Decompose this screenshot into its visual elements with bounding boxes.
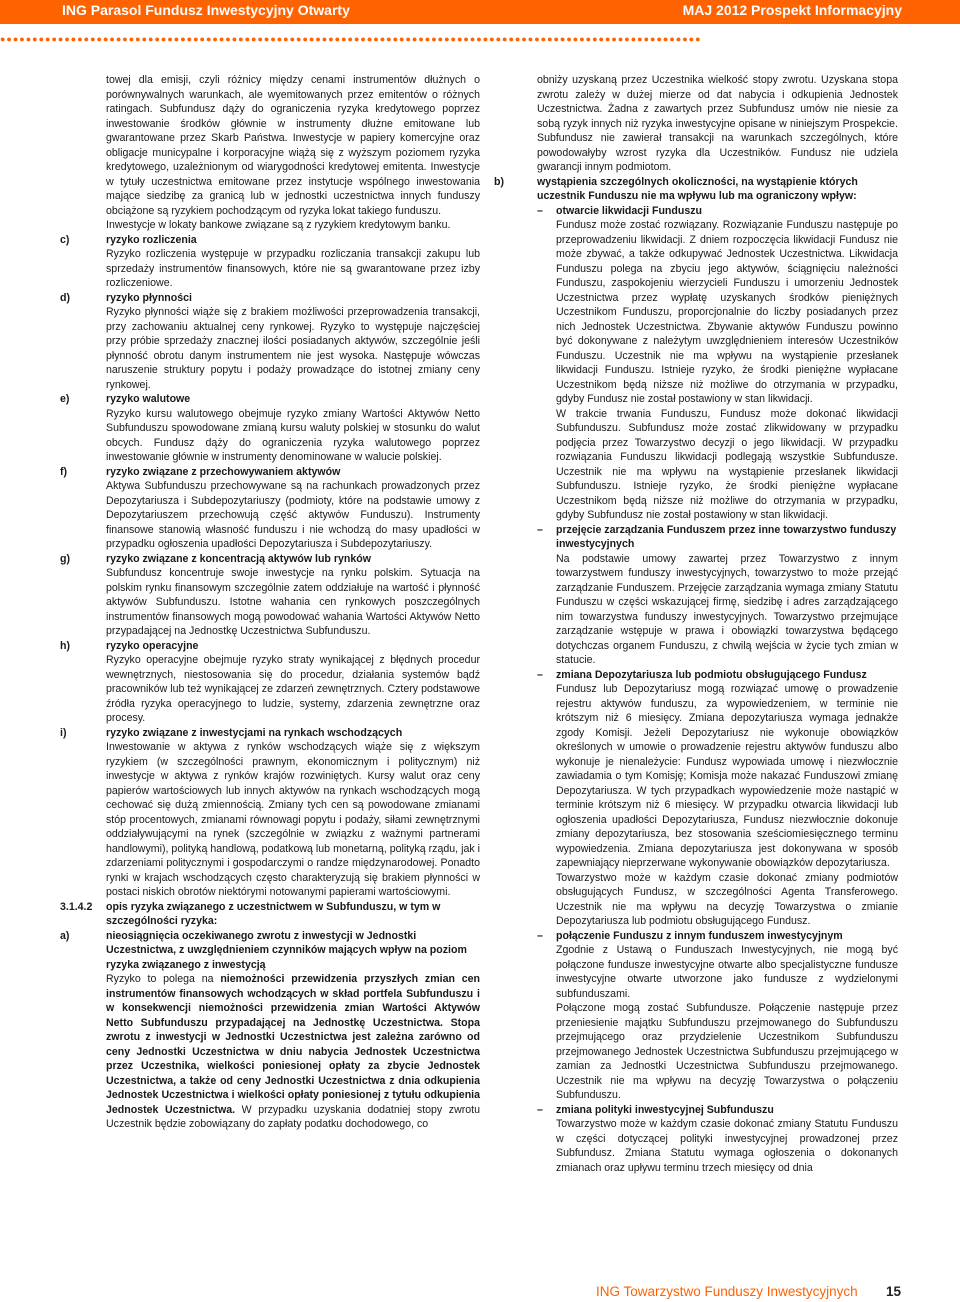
section-heading: opis ryzyka związanego z uczestnictwem w Subfunduszu, w tym w szczególności ryzyka: [106,900,441,927]
dash-marker: – [537,204,543,217]
item-text: Ryzyko operacyjne obejmuje ryzyko straty wynikającej z błędnych procedur wewnętrznych, niestosowania się do procedur, działania systemów bądź pracowników lub też wynikającej ze zdarzeń zewnętrznych. Cztery podstawowe źródła ryzyka operacyjnego to ludzie, systemy, zdarzenia zewnętrzne oraz procesy. [106,654,480,724]
bullet-text: Zgodnie z Ustawą o Funduszach Inwestycyjnych, nie mogą być połączone fundusze inwestycyjne otwarte albo specjalistyczne fundusze inwestycyjne otwarte utworzone jako fundusze z wydzielonymi subfunduszami. [556,944,898,1000]
item-text: Ryzyko płynności wiąże się z brakiem możliwości przeprowadzenia transakcji, przy zachowaniu aktualnej ceny rynkowej. Ryzyko to występuje najczęściej przy próbie sprzedaży znacznej ilości posiadanych aktywów, szczególnie jeśli płynność obrotu danym instrumentem nie jest wysoka. Następuje wówczas naruszenie struktury popytu i podaży prowadzące do istotnej zmiany ceny rynkowej. [106,306,480,391]
item-label: i) [60,726,67,739]
bullet-text: Towarzystwo może w każdym czasie dokonać zmiany Statutu Funduszu w części dotyczącej polityki inwestycyjnej prowadzonej przez Subfundusz. Zmiana Statutu wymaga ogłoszenia o dokonanych zmianach oraz upływu terminu trzech miesięcy od dnia [556,1118,898,1174]
item-heading: ryzyko związane z inwestycjami na rynkach wschodzących [106,726,403,739]
item-heading: wystąpienia szczególnych okoliczności, na wystąpienie których uczestnik Funduszu nie ma wpływu lub ma ograniczony wpływ: [537,175,858,202]
item-label: d) [60,291,70,304]
bullet-text-2: Towarzystwo może w każdym czasie dokonać zmiany podmiotów obsługujących Fundusz, w szczególności Agenta Transferowego. Uczestnik nie ma wpływu na decyzję Towarzystwa o zmianie Depozytariusza lub podmiotu obsługującego Fundusz. [556,871,898,927]
item-text: Ryzyko rozliczenia występuje w przypadku rozliczania transakcji zakupu lub sprzedaży instrumentów finansowych, które nie są gwarantowane przez izby rozliczeniowe. [106,248,480,289]
risk-item-i [60,726,480,900]
section-3-1-4-2 [60,900,480,929]
item-label: h) [60,639,70,652]
bullet-heading: otwarcie likwidacji Funduszu [556,204,702,217]
text-run-2: W przypadku uzyskania dodatniej stopy zwrotu Uczestnik będzie zobowiązany do zapłaty podatku dochodowego, co [106,1103,481,1130]
item-heading: nieosiągnięcia oczekiwanego zwrotu z inwestycji w Jednostki Uczestnictwa, z uwzględnieniem czynników mających wpływ na poziom ryzyka związanego z inwestycją [106,929,467,971]
bullet-policy-change [537,1103,898,1176]
risk-item-h [60,639,480,726]
item-heading: ryzyko rozliczenia [106,233,197,246]
bullet-heading: zmiana polityki inwestycyjnej Subfunduszu [556,1103,774,1116]
item-heading: ryzyko płynności [106,291,192,304]
header-bar [0,0,960,24]
right-column [494,73,898,1175]
intro-text: towej dla emisji, czyli różnicy między cenami instrumentów dłużnych o porównywalnych warunkach, ale wyemitowanych przez emitentów o różnych ratingach. Subfundusz dąży do ograniczenia ryzyka kredytowego poprzez inwestowanie środków głównie w instrumenty dłużne emitowane lub gwarantowane przez Skarb Państwa. Inwestycje w papiery komercyjne oraz obligacje municypalne i korporacyjne wiążą się z wyższym poziomem ryzyka kredytowego, uzależnionym od wiarygodności kredytowej emitenta. Inwestycje w tytuły uczestnictwa emitowane przez instytucje wspólnego inwestowania mające siedzibę za granicą lub w jednostki uczestnictwa innych funduszy obciążone są ryzykiem pochodzącym od ryzyka lokat takiego funduszu. [106,74,480,217]
dotted-divider: ●●●●●●●●●●●●●●●●●●●●●●●●●●●●●●●●●●●●●●●●●●●●●●●●●●●●●●●●●●●●●●●●●●●●●●●●●●●●●●●●●●●●●●●●●●●●●●●●●●●●●●●●●●●●● [0,34,702,44]
item-label: g) [60,552,70,565]
bullet-liquidation [537,204,898,523]
intro-paragraph [60,73,480,218]
item-label: f) [60,465,68,478]
item-heading: ryzyko związane z przechowywaniem aktywów [106,465,341,478]
document-date: MAJ 2012 Prospekt Informacyjny [682,2,902,18]
item-heading: ryzyko związane z koncentracją aktywów lub rynków [106,552,371,565]
item-label: c) [60,233,70,246]
left-column [60,73,480,1132]
bullet-text: Na podstawie umowy zawartej przez Towarzystwo z innym towarzystwem funduszy inwestycyjnych, towarzystwo to może przejąć zarządzanie Funduszem. Przejęcie zarządzania wymaga zmiany Statutu Funduszu w części wskazującej firmę, siedzibę i adres zarządzającego nim towarzystwa funduszy inwestycyjnych. Towarzystwo przejmujące zarządzanie wstępuje w prawa i obowiązki towarzystwa będącego dotychczas organem Funduszu, z chwilą wejścia w życie tych zmian w statucie. [556,552,898,666]
item-text: Ryzyko kursu walutowego obejmuje ryzyko zmiany Wartości Aktywów Netto Subfunduszu spowodowane zmianą kursu waluty polskiej w stosunku do walut obcych. Fundusz dąży do ograniczenia ryzyka walutowego poprzez inwestowanie głównie w instrumenty denominowane w walucie polskiej. [106,407,480,463]
risk-item-a [60,929,480,1132]
bullet-depositary-change [537,668,898,929]
dash-marker: – [537,668,543,681]
intro-text-right: obniży uzyskaną przez Uczestnika wielkość stopy zwrotu. Uzyskana stopa zwrotu zależy w dużej mierze od dat nabycia i odkupienia Jednostek Uczestnictwa. Żadna z zawartych przez Subfundusz umów nie niesie za sobą ryzyk innych niż ryzyka inwestycyjne opisane w niniejszym Prospekcie. Subfundusz nie zawierał transakcji na warunkach szczególnych, które powodowałyby wzrost ryzyka dla Uczestników. Fundusz nie udziela gwarancji innym podmiotom. [537,74,898,173]
bold-run-2: Stopa zwrotu z inwestycji w Jednostki Uczestnictwa jest zależna zarówno od ceny Jednostki Uczestnictwa w dniu nabycia Jednostek Uczestnictwa przez Uczestnika, wielkości poniesionej opłaty za zbycie Jednostek Uczestnictwa, a także od ceny Jednostki Uczestnictwa z dnia odkupienia Jednostek Uczestnictwa i wielkości opłaty poniesionej z tytułu odkupienia Jednostek Uczestnictwa. [106,1016,480,1116]
item-text: Aktywa Subfunduszu przechowywane są na rachunkach prowadzonych przez Depozytariusza i Subdepozytariuszy (podmioty, które na podstawie umowy z Depozytariuszem przechowują część aktywów Funduszu). Instrumenty finansowe stanowią własność funduszu i nie wchodzą do masy upadłości w przypadku ogłoszenia upadłości Depozytariusza i Subdepozytariuszy. [106,480,480,550]
risk-item-f [60,465,480,552]
bullet-text-2: Połączone mogą zostać Subfundusze. Połączenie następuje przez przeniesienie majątku Subfunduszu przejmowanego do Subfunduszu przejmującego oraz przydzielenie Uczestnikom Subfunduszu przejmowanego Jednostek Uczestnictwa Subfunduszu przejmującego w zamian za Jednostki Uczestnictwa Subfunduszu przejmowanego. Uczestnik nie ma wpływu na decyzję Towarzystwa o połączeniu Subfunduszu. [556,1002,898,1101]
bullet-heading: zmiana Depozytariusza lub podmiotu obsługującego Fundusz [556,668,867,681]
risk-item-e [60,392,480,465]
item-heading: ryzyko walutowe [106,393,191,405]
item-text: Inwestowanie w aktywa z rynków wschodzących wiąże się z większym ryzykiem (w szczególności prawnym, ekonomicznym i politycznym) niż inwestycje w aktywa z rynków krajów rozwiniętych. Kursy walut oraz ceny papierów wartościowych lub innych aktywów na rynkach wschodzących mogą cechować się dużą zmiennością. Zmiany tych cen są powodowane zmianami stóp procentowych, zmianami równowagi popytu i podaży, siłami zewnętrznymi oddziaływującymi na rynek (szczególnie w związku z ważnymi partnerami handlowymi), polityką handlową, podatkową lub monetarną, polityką rządu, jak i zdarzeniami politycznymi i gospodarczymi o randze międzynarodowej. Ponadto rynki w krajach wschodzących często charakteryzują się brakiem płynności w postaci niskich obrotów niektórymi notowanymi papierami wartościowymi. [106,741,480,898]
intro-paragraph-2 [60,218,480,233]
dash-marker: – [537,929,543,942]
document-title: ING Parasol Fundusz Inwestycyjny Otwarty [62,2,350,18]
risk-item-g [60,552,480,639]
dash-marker: – [537,1103,543,1116]
bullet-merger [537,929,898,1103]
item-heading: ryzyko operacyjne [106,639,199,652]
risk-item-c [60,233,480,291]
bullet-heading: połączenie Funduszu z innym funduszem inwestycyjnym [556,929,843,942]
item-label: a) [60,929,70,942]
section-number: 3.1.4.2 [60,900,93,913]
risk-item-b [494,175,898,1176]
item-text: Subfundusz koncentruje swoje inwestycje na rynku polskim. Sytuacja na polskim rynku finansowym szczególnie zatem oddziałuje na wartość i płynność aktywów Subfunduszu. Istotne wahania cen rynkowych poszczególnych instrumentów finansowych mogą powodować wahania Wartości Aktywów Netto przypadającej na Jednostkę Uczestnictwa Subfunduszu. [106,567,480,637]
page-number: 15 [886,1284,902,1299]
bullet-text: Fundusz może zostać rozwiązany. Rozwiązanie Funduszu następuje po przeprowadzeniu likwidacji. Z dniem rozpoczęcia likwidacji Fundusz nie może zbywać, a także odkupywać Jednostek Uczestnictwa. Likwidacja Funduszu polega na zbyciu jego aktywów, ściągnięciu należności Funduszu, zaspokojeniu wierzycieli Funduszu i umorzeniu Jednostek Uczestnictwa przez wypłatę uzyskanych środków pieniężnych Uczestnikom Funduszu, proporcjonalnie do liczby posiadanych przez nich Jednostek Uczestnictwa. Zbywanie aktywów Funduszu powinno być dokonywane z należytym uwzględnieniem interesów Uczestników Funduszu. Uczestnik nie ma wpływu na wystąpienie przesłanek likwidacji Funduszu. Istnieje ryzyko, że środki pieniężne wypłacane Uczestnikom będą niższe niż możliwe do otrzymania w przypadku, gdyby Fundusz nie został postawiony w stan likwidacji. [556,219,898,405]
footer-company: ING Towarzystwo Funduszy Inwestycyjnych [596,1284,858,1299]
intro-text-2: Inwestycje w lokaty bankowe związane są z ryzykiem kredytowym banku. [106,219,451,231]
bullet-text-2: W trakcie trwania Funduszu, Fundusz może dokonać likwidacji Subfunduszu. Subfundusz może zostać zlikwidowany w przypadku podjęcia przez Towarzystwo decyzji o jego likwidacji. W przypadku rozwiązania Funduszu likwidacji podlegają wszystkie Subfundusze. Uczestnik nie ma wpływu na wystąpienie przesłanek likwidacji Subfunduszu. Istnieje ryzyko, że środki pieniężne wypłacane Uczestnikom będą niższe niż możliwe do otrzymania w przypadku, gdyby Subfundusz nie został postawiony w stan likwidacji. [556,407,898,521]
text-run: Ryzyko to polega na [106,973,221,985]
item-label: e) [60,393,70,405]
dash-marker: – [537,523,543,536]
bullet-text: Fundusz lub Depozytariusz mogą rozwiązać umowę o prowadzenie rejestru aktywów funduszu, za wypowiedzeniem, w terminie nie krótszym niż 6 miesięcy. Zmiana depozytariusza wymaga jednakże zgody Komisji. Jeżeli Depozytariusz nie wykonuje obowiązków określonych w umowie o prowadzenie rejestru aktywów funduszu albo wykonuje je nienależycie: Fundusz wypowiada umowę i niezwłocznie zawiadamia o tym Komisję; Komisja może nakazać Funduszowi zmianę Depozytariusza. W tych przypadkach wypowiedzenie może nastąpić w terminie krótszym niż 6 miesięcy. W przypadku otwarcia likwidacji lub ogłoszenia upadłości Depozytariusza, Fundusz niezwłocznie dokonuje zmiany depozytariusza, bez stosowania sześciomiesięcznego terminu wypowiedzenia. Zmiana depozytariusza jest dokonywana w sposób zapewniający nieprzerwane wykonywanie obowiązków depozytariusza. [556,683,898,869]
item-text [106,972,480,1132]
bullet-takeover [537,523,898,668]
intro-paragraph-right [494,73,898,175]
bullet-heading: przejęcie zarządzania Funduszem przez inne towarzystwo funduszy inwestycyjnych [556,523,897,550]
risk-item-d [60,291,480,393]
item-label: b) [494,175,504,188]
bold-run: niemożności przewidzenia przyszłych zmian cen instrumentów finansowych wchodzących w skład portfela Subfunduszu i w konsekwencji niemożności przewidzenia zmian Wartości Aktywów Netto Subfunduszu przypadającej na Jednostkę Uczestnictwa. [106,973,480,1029]
